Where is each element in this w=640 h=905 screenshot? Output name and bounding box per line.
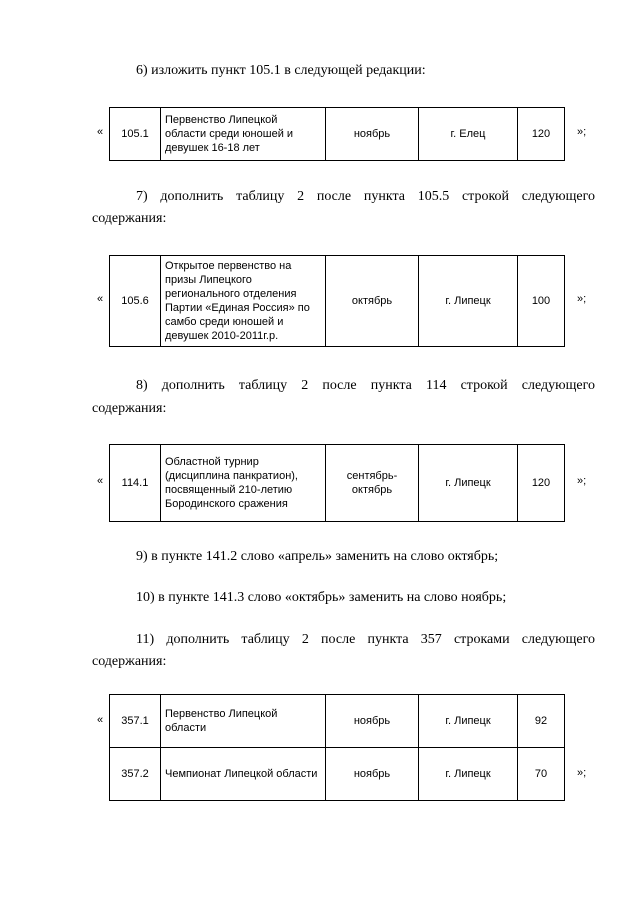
cell-quantity: 70 [518,748,565,801]
item-9-text: 9) в пункте 141.2 слово «апрель» заменить на слово октябрь; [136,549,499,564]
cell-place: г. Липецк [419,445,518,522]
item-7-text: 7) дополнить таблицу 2 после пункта 105.5 строкой следующего [136,189,595,204]
table-357 [109,694,565,801]
close-quote: »; [577,293,587,305]
cell-place: г. Липецк [419,256,518,347]
table-row [110,445,565,522]
close-quote: »; [577,767,587,779]
item-10-text: 10) в пункте 141.3 слово «октябрь» заменить на слово ноябрь; [136,590,507,605]
close-quote: »; [577,126,587,138]
open-quote: « [97,126,104,138]
cell-month: ноябрь [326,108,419,161]
cell-place: г. Липецк [419,695,518,748]
cell-quantity: 120 [518,108,565,161]
cell-number: 357.2 [110,748,161,801]
cell-event-name: Областной турнир (дисциплина панкратион), посвященный 210-летию Бородинского сражения [161,445,326,522]
close-quote: »; [577,475,587,487]
cell-number: 105.6 [110,256,161,347]
cell-month: ноябрь [326,748,419,801]
cell-quantity: 120 [518,445,565,522]
cell-quantity: 100 [518,256,565,347]
cell-month: сентябрь-октябрь [326,445,419,522]
item-8-text: 8) дополнить таблицу 2 после пункта 114 строкой следующего [136,378,595,393]
cell-month: ноябрь [326,695,419,748]
open-quote: « [97,475,104,487]
cell-place: г. Липецк [419,748,518,801]
cell-event-name: Первенство Липецкой области среди юношей и девушек 16-18 лет [161,108,326,161]
cell-event-name: Открытое первенство на призы Липецкого регионального отделения Партии «Единая Россия» по самбо среди юношей и девушек 2010-2011г.р. [161,256,326,347]
item-7-text-cont: содержания: [92,211,167,226]
table-114-1 [109,444,565,522]
cell-quantity: 92 [518,695,565,748]
table-row [110,748,565,801]
open-quote: « [97,293,104,305]
table-row [110,256,565,347]
cell-number: 105.1 [110,108,161,161]
table-105-6 [109,255,565,347]
item-11-text: 11) дополнить таблицу 2 после пункта 357 строками следующего [136,632,595,647]
cell-number: 114.1 [110,445,161,522]
item-6-text: 6) изложить пункт 105.1 в следующей редакции: [136,63,426,78]
item-11-text-cont: содержания: [92,654,167,669]
item-8-text-cont: содержания: [92,401,167,416]
cell-month: октябрь [326,256,419,347]
cell-number: 357.1 [110,695,161,748]
table-105-1 [109,107,565,161]
table-row [110,108,565,161]
open-quote: « [97,714,104,726]
cell-event-name: Первенство Липецкой области [161,695,326,748]
cell-event-name: Чемпионат Липецкой области [161,748,326,801]
table-row [110,695,565,748]
cell-place: г. Елец [419,108,518,161]
